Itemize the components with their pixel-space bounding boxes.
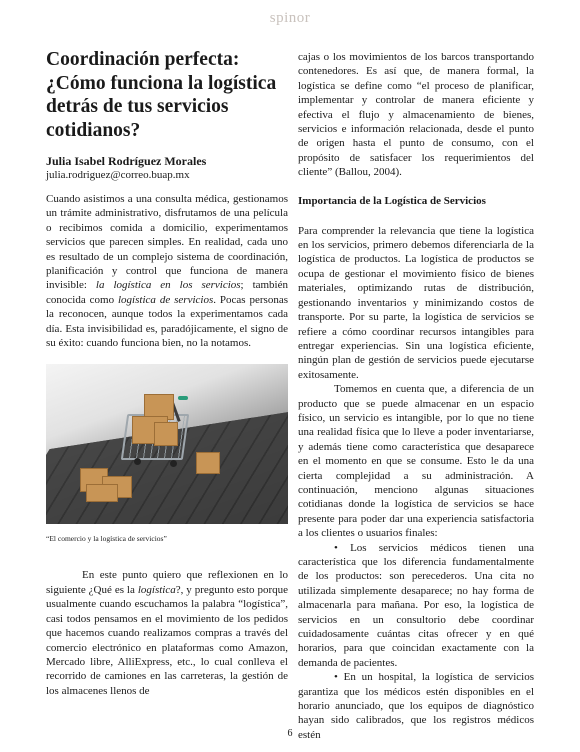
- parcel-box: [86, 484, 118, 502]
- parcel-box: [154, 422, 178, 446]
- body-paragraph: En este punto quiero que reflexionen en lo siguiente ¿Qué es la logística?, y pregunto esto porque usualmente cuando escuchamos la palabra “logística”, casi todos pensamos en el movimiento de los pedidos que hacemos cuando realizamos compras a través del comercio electrónico en plataformas como Amazon, Mercado libre, AlliExpress, etc., lo cual conlleva el recorrido de camiones en las carreteras, la gestión de los almacenes llenos de: [46, 569, 289, 697]
- intro-paragraph: Cuando asistimos a una consulta médica, gestionamos un trámite administrativo, disfrutamos de una película o recibimos comida a domicilio, experimentamos servicios que parecen simples. En realidad, cada uno es resultado de un complejo sistema de coordinación, planificación y control que funciona de manera invisible: la logística en los servicios; también conocida como logística de servicios. Pocas personas la reconocen, aunque todos la experimentamos cada día. Esta invisibilidad es, paradójicamente, el signo de su éxito: cuando funciona bien, no la notamos.: [46, 193, 288, 350]
- journal-brand: spinor: [269, 10, 311, 26]
- body-paragraph: Tomemos en cuenta que, a diferencia de un producto que se puede almacenar en un espacio físico, un servicio es intangible, por lo que no tiene una realidad física que lo lleve a poder inventariarse, y además tiene como característica que desaparece en el momento en que se consume. Esto le da una cierta complejidad a su administración. A continuación, menciono algunas situaciones cotidianas donde la logística de servicios se hace presente para poder dar una experiencia satisfactoria a los clientes o usuarios finales:: [298, 383, 534, 540]
- article-title: Coordinación perfecta: ¿Cómo funciona la logística detrás de tus servicios cotidianos?: [46, 49, 277, 141]
- author-email[interactable]: julia.rodriguez@correo.buap.mx: [46, 169, 190, 181]
- definition-paragraph: cajas o los movimientos de los barcos transportando contenedores. Es así que, de manera formal, la logística se define como “el proceso de planificar, implementar y controlar de manera eficiente y efectiva el flujo y almacenamiento de bienes, servicios e información relacionada, desde el punto de origen hasta el punto de consumo, con el propósito de satisfacer los requerimientos del cliente” (Ballou, 2004).: [298, 51, 534, 179]
- body-paragraph: Para comprender la relevancia que tiene la logística en los servicios, primero debemos diferenciarla de la logística de productos. La logística de productos se ocupa de gestionar el movimiento físico de bienes materiales, optimizando rutas de distribución, gestionando inventarios y minimizando costos de transporte. Por su parte, la logística de servicios se refiere a cómo coordinar recursos intangibles para entregar experiencias. Sin una logística eficiente, ningún plan de gestión de servicios puede ejecutarse exitosamente.: [298, 224, 534, 381]
- right-column: [298, 50, 534, 742]
- author-name: Julia Isabel Rodríguez Morales: [46, 154, 207, 168]
- page-number: 6: [287, 728, 293, 739]
- left-column: [46, 48, 288, 698]
- image-caption: “El comercio y la logística de servicios”: [46, 534, 167, 544]
- shopping-cart-laptop-image: [46, 364, 288, 524]
- section-heading: Importancia de la Logística de Servicios: [298, 194, 486, 207]
- bullet-item: • En un hospital, la logística de servicios garantiza que los médicos estén disponibles en el horario anunciado, que los equipos de diagnóstico hayan sido calibrados, que los registros médicos estén: [298, 671, 534, 741]
- bullet-item: • Los servicios médicos tienen una característica que los diferencia fundamentalmente de los productos: son perecederos. Una cita no utilizada simplemente desaparece; no hay forma de almacenarla para mañana. Por eso, la logística de servicios en un consultorio debe coordinar cuidadosamente cuántas citas ofrecer y en qué horarios, para que coincidan exactamente con la demanda de pacientes.: [298, 541, 534, 669]
- parcel-box: [196, 452, 220, 474]
